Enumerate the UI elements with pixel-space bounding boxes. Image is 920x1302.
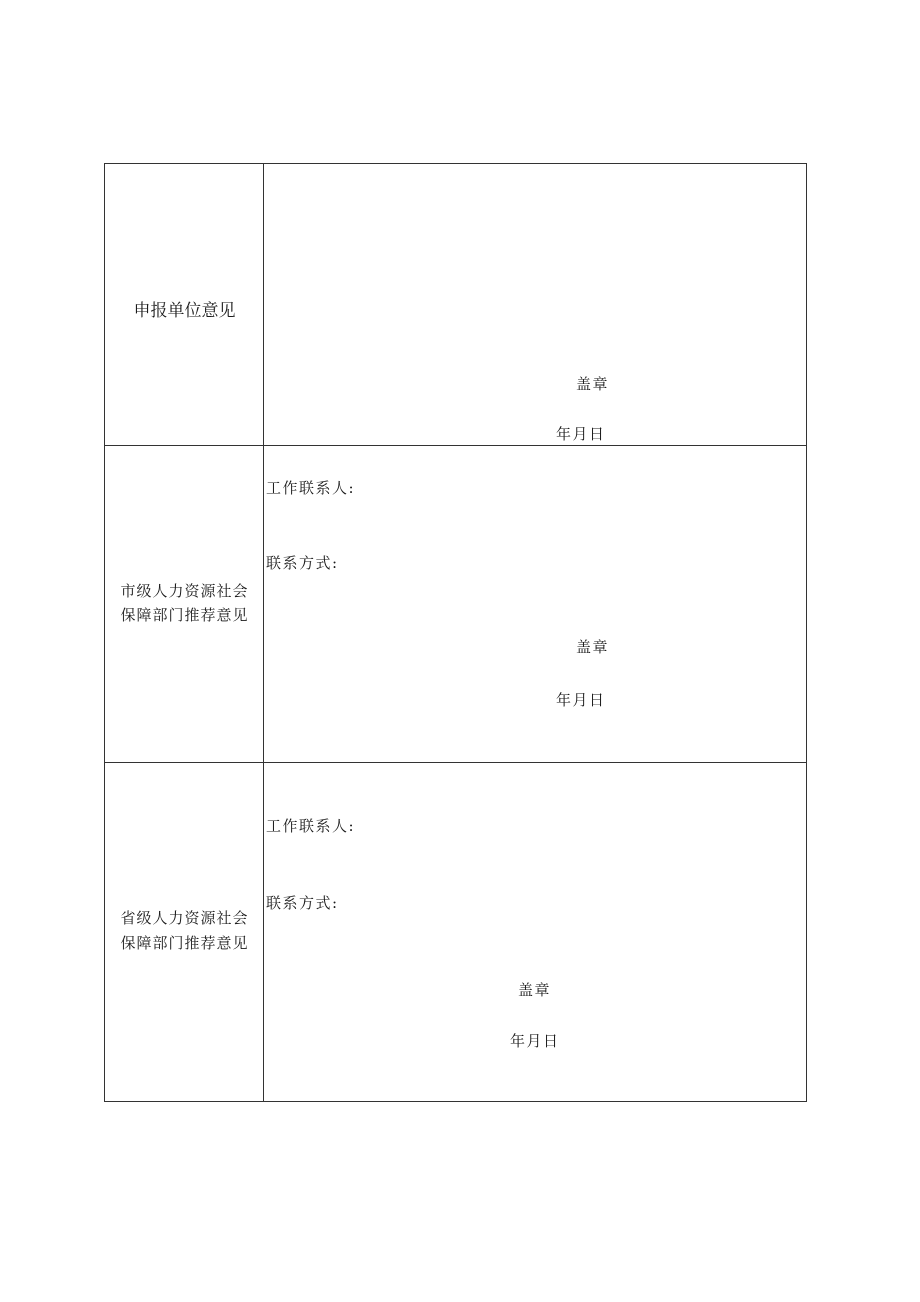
city-contact-person-label: 工作联系人: xyxy=(266,479,356,497)
applicant-date-text: 年月日 xyxy=(556,425,606,443)
city-seal-text: 盖章 xyxy=(576,638,610,656)
applicant-opinion-row xyxy=(105,164,806,446)
province-opinion-label-line1: 省级人力资源社会 xyxy=(120,909,249,927)
province-date-text: 年月日 xyxy=(510,1032,560,1050)
province-opinion-label-line2: 保障部门推荐意见 xyxy=(120,934,249,952)
city-contact-method-label: 联系方式: xyxy=(266,554,339,572)
province-contact-person-label: 工作联系人: xyxy=(266,817,356,835)
city-date-text: 年月日 xyxy=(556,691,606,709)
city-opinion-content-cell[interactable] xyxy=(264,446,806,762)
city-opinion-label-cell xyxy=(105,446,264,762)
province-opinion-label-cell xyxy=(105,763,264,1101)
applicant-seal-text: 盖章 xyxy=(576,375,610,393)
opinion-form-table xyxy=(104,163,807,1102)
applicant-opinion-label-cell xyxy=(105,164,264,445)
city-opinion-label-line2: 保障部门推荐意见 xyxy=(120,606,249,624)
city-opinion-label-line1: 市级人力资源社会 xyxy=(120,582,249,600)
province-opinion-content-cell[interactable] xyxy=(264,763,806,1101)
city-opinion-row xyxy=(105,446,806,763)
applicant-opinion-label: 申报单位意见 xyxy=(133,301,236,321)
province-opinion-row xyxy=(105,763,806,1101)
province-contact-method-label: 联系方式: xyxy=(266,894,339,912)
province-seal-text: 盖章 xyxy=(518,981,552,999)
applicant-opinion-content-cell[interactable] xyxy=(264,164,806,445)
